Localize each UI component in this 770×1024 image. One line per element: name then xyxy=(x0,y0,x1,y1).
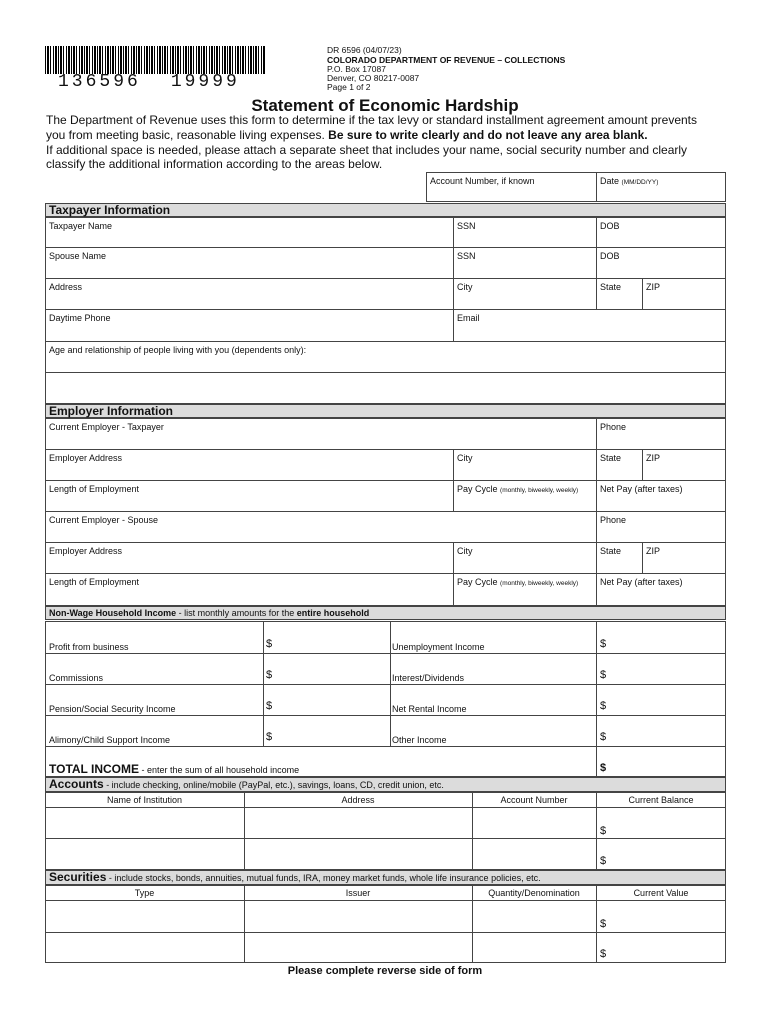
dollar-sign: $ xyxy=(600,918,607,930)
col-quantity: Quantity/Denomination xyxy=(488,888,580,898)
accounts-section-header: Accounts - include checking, online/mobile (PayPal, etc.), savings, loans, CD, credit union, etc. xyxy=(45,777,726,792)
dollar-sign: $ xyxy=(600,700,607,712)
income-label-profit: Profit from business xyxy=(49,642,129,652)
col-issuer: Issuer xyxy=(345,888,371,898)
income-label-other: Other Income xyxy=(392,735,447,745)
zip-field[interactable]: ZIP xyxy=(642,278,726,310)
city-field[interactable]: City xyxy=(453,278,597,310)
col-address: Address xyxy=(341,795,375,805)
employer-section-header: Employer Information xyxy=(45,404,726,418)
barcode-number: 136596 19999 xyxy=(58,72,240,92)
dollar-sign: $ xyxy=(600,948,607,960)
grid-line xyxy=(45,900,726,901)
dob-field[interactable]: DOB xyxy=(596,217,726,248)
dollar-sign: $ xyxy=(600,638,607,650)
dollar-sign: $ xyxy=(266,700,273,712)
po-box: P.O. Box 17087 xyxy=(327,64,386,74)
pay-cycle-field[interactable]: Pay Cycle (monthly, biweekly, weekly) xyxy=(453,480,597,512)
department: COLORADO DEPARTMENT OF REVENUE – COLLECTIONS xyxy=(327,55,566,65)
securities-section-header: Securities - include stocks, bonds, annuities, mutual funds, IRA, money market funds, whole life insurance policies, etc. xyxy=(45,870,726,885)
col-account-number: Account Number xyxy=(500,795,568,805)
dependents-field-2[interactable] xyxy=(45,372,726,404)
spouse-ssn-field[interactable]: SSN xyxy=(453,247,597,279)
dollar-sign: $ xyxy=(266,731,273,743)
grid-line xyxy=(45,838,726,839)
dollar-sign: $ xyxy=(600,669,607,681)
grid-line xyxy=(45,684,726,685)
intro-line-3: If additional space is needed, please attach a separate sheet that includes your name, social security number and clearly xyxy=(46,143,688,157)
length-employment-field[interactable]: Length of Employment xyxy=(45,480,454,512)
spouse-name-field[interactable]: Spouse Name xyxy=(45,247,454,279)
dependents-field[interactable]: Age and relationship of people living with you (dependents only): xyxy=(45,341,726,373)
income-label-interest: Interest/Dividends xyxy=(392,673,465,683)
net-pay-field[interactable]: Net Pay (after taxes) xyxy=(596,480,726,512)
dollar-sign: $ xyxy=(266,638,273,650)
col-current-value: Current Value xyxy=(633,888,689,898)
employer-phone-field[interactable]: Phone xyxy=(596,418,726,450)
spouse-pay-cycle-field[interactable]: Pay Cycle (monthly, biweekly, weekly) xyxy=(453,573,597,606)
account-number-field[interactable]: Account Number, if known xyxy=(426,172,597,202)
grid-line xyxy=(45,653,726,654)
spouse-dob-field[interactable]: DOB xyxy=(596,247,726,279)
intro-line-1: The Department of Revenue uses this form to determine if the tax levy or standard installment agreement amount prevents xyxy=(46,113,697,127)
spouse-net-pay-field[interactable]: Net Pay (after taxes) xyxy=(596,573,726,606)
employer-taxpayer-field[interactable]: Current Employer - Taxpayer xyxy=(45,418,597,450)
taxpayer-name-field[interactable]: Taxpayer Name xyxy=(45,217,454,248)
col-current-balance: Current Balance xyxy=(628,795,694,805)
dollar-sign: $ xyxy=(600,731,607,743)
employer-city-field[interactable]: City xyxy=(453,449,597,481)
income-label-pension: Pension/Social Security Income xyxy=(49,704,176,714)
spouse-employer-city-field[interactable]: City xyxy=(453,542,597,574)
employer-state-field[interactable]: State xyxy=(596,449,643,481)
city-line: Denver, CO 80217-0087 xyxy=(327,73,420,83)
ssn-field[interactable]: SSN xyxy=(453,217,597,248)
form-title: Statement of Economic Hardship xyxy=(251,96,519,115)
spouse-length-employment-field[interactable]: Length of Employment xyxy=(45,573,454,606)
col-institution: Name of Institution xyxy=(106,795,183,805)
footer-note: Please complete reverse side of form xyxy=(287,965,483,977)
income-label-commissions: Commissions xyxy=(49,673,104,683)
dollar-sign: $ xyxy=(600,762,607,774)
date-field[interactable]: Date (MM/DD/YY) xyxy=(596,172,726,202)
form-id: DR 6596 (04/07/23) xyxy=(327,45,402,55)
dollar-sign: $ xyxy=(266,669,273,681)
income-table xyxy=(45,621,726,777)
daytime-phone-field[interactable]: Daytime Phone xyxy=(45,309,454,342)
employer-zip-field[interactable]: ZIP xyxy=(642,449,726,481)
page-number: Page 1 of 2 xyxy=(327,82,371,92)
spouse-employer-state-field[interactable]: State xyxy=(596,542,643,574)
grid-line xyxy=(45,715,726,716)
income-label-rental: Net Rental Income xyxy=(392,704,467,714)
grid-line xyxy=(45,746,726,747)
income-label-alimony: Alimony/Child Support Income xyxy=(49,735,171,745)
employer-address-field[interactable]: Employer Address xyxy=(45,449,454,481)
grid-line xyxy=(45,932,726,933)
barcode xyxy=(45,46,265,74)
grid-line xyxy=(45,807,726,808)
col-type: Type xyxy=(134,888,155,898)
spouse-employer-phone-field[interactable]: Phone xyxy=(596,511,726,543)
taxpayer-section-header: Taxpayer Information xyxy=(45,203,726,217)
income-label-unemployment: Unemployment Income xyxy=(392,642,485,652)
intro-line-2: you from meeting basic, reasonable living expenses. Be sure to write clearly and do not leave any area blank. xyxy=(46,128,648,142)
income-section-header: Non-Wage Household Income - list monthly amounts for the entire household xyxy=(45,606,726,620)
intro-line-4: classify the additional information according to the areas below. xyxy=(46,157,383,171)
address-field[interactable]: Address xyxy=(45,278,454,310)
employer-spouse-field[interactable]: Current Employer - Spouse xyxy=(45,511,597,543)
spouse-employer-address-field[interactable]: Employer Address xyxy=(45,542,454,574)
email-field[interactable]: Email xyxy=(453,309,726,342)
total-income-label: TOTAL INCOME - enter the sum of all household income xyxy=(49,762,300,776)
grid-line xyxy=(596,621,597,777)
dollar-sign: $ xyxy=(600,825,607,837)
state-field[interactable]: State xyxy=(596,278,643,310)
spouse-employer-zip-field[interactable]: ZIP xyxy=(642,542,726,574)
dollar-sign: $ xyxy=(600,855,607,867)
